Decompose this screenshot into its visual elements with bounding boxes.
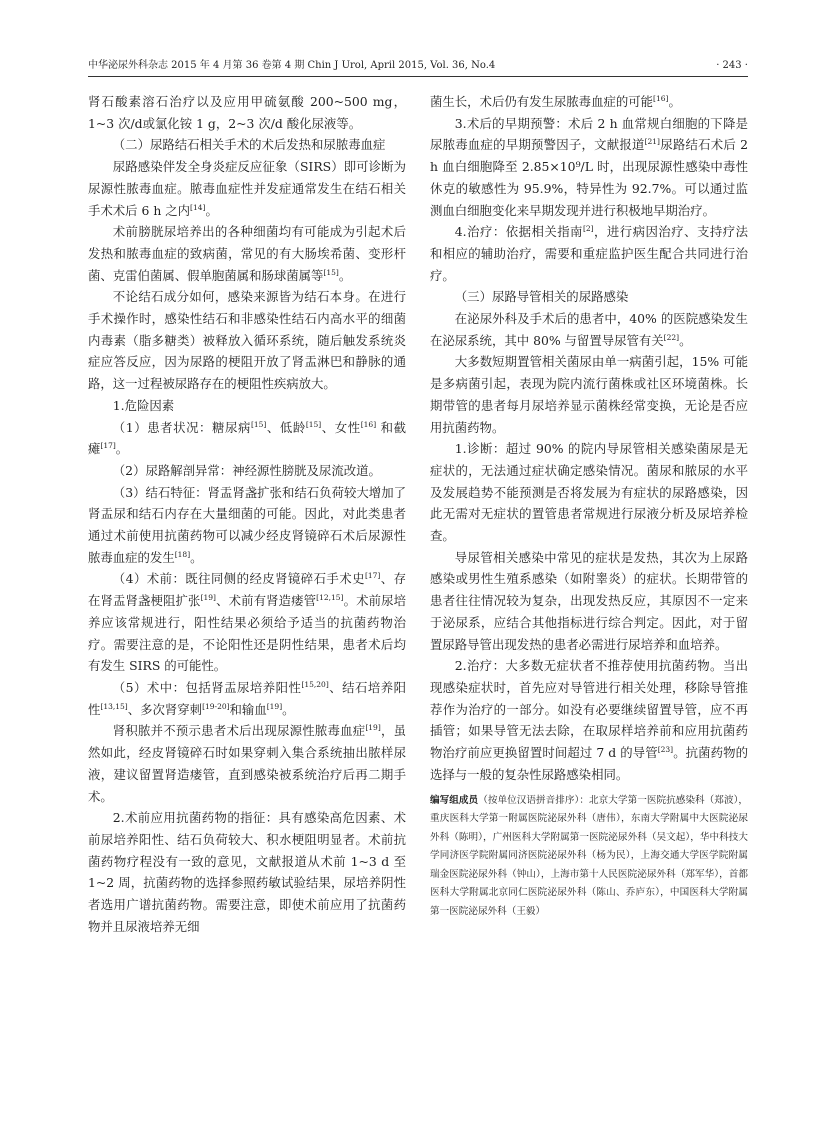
paragraph: 2.术前应用抗菌药物的指征：具有感染高危因素、术前尿培养阳性、结石负荷较大、积水梗阻明显者。术前抗菌药物疗程没有一致的意见，文献报道从术前 1~3 d 至 1~2 周，抗菌药物的选择参照药敏试验结果，尿培养阴性者选用广谱抗菌药物。需要注意，即使术前应用了抗菌药物并且尿液培养无细: [88, 810, 406, 934]
paragraph: 尿路感染伴发全身炎症反应征象（SIRS）即可诊断为尿源性脓毒血症。脓毒血症性并发症通常发生在结石相关手术术后 6 h 之内[14]。: [88, 159, 406, 218]
paragraph: 肾石酸素溶石治疗以及应用甲硫氨酸 200~500 mg，1~3 次/d或氯化铵 1 g，2~3 次/d 酸化尿液等。: [88, 94, 406, 131]
citation: [17]: [100, 441, 116, 451]
paragraph: 4.治疗：依据相关指南[2]，进行病因治疗、支持疗法和相应的辅助治疗，需要和重症监护医生配合共同进行治疗。: [430, 224, 748, 283]
paragraph: （2）尿路解剖异常：神经源性膀胱及尿流改道。: [112, 462, 381, 478]
citation: [15,20]: [301, 679, 329, 689]
citation: [15]: [250, 419, 267, 429]
running-header: [88, 57, 748, 75]
paragraph: 不论结石成分如何，感染来源皆为结石本身。在进行手术操作时，感染性结石和非感染性结石内高水平的细菌内毒素（脂多糖类）被释放入循环系统，随后触发系统炎症应答反应，因为尿路的梗阻开放了肾盂淋巴和静脉的通路，这一过程被尿路存在的梗阻性疾病放大。: [88, 289, 406, 392]
citation: [15]: [305, 419, 322, 429]
subsection-heading: 1.危险因素: [112, 397, 175, 413]
left-column: [88, 91, 406, 1101]
citation: [17]: [364, 571, 381, 581]
paragraph: 导尿管相关感染中常见的症状是发热，其次为上尿路感染或男性生殖系感染（如附睾炎）的症状。长期带管的患者往往情况较为复杂，出现发热反应，其原因不一定来于泌尿系，应结合其他指标进行综合判定。因此，对于留置尿路导管出现发热的患者必需进行尿培养和血培养。: [430, 549, 748, 652]
citation: [15]: [323, 267, 339, 277]
paragraph: （3）结石特征：肾盂肾盏扩张和结石负荷较大增加了肾盂尿和结石内存在大量细菌的可能。因此，对此类患者通过术前使用抗菌药物可以减少经皮肾镜碎石术后尿源性脓毒血症的发生[18]。: [88, 484, 406, 565]
citation: [19-20]: [202, 701, 230, 711]
section-heading: （三）尿路导管相关的尿路感染: [454, 289, 629, 305]
citation: [22]: [663, 332, 680, 342]
header-rule: [88, 76, 748, 77]
paragraph: 2.治疗：大多数无症状者不推荐使用抗菌药物。当出现感染症状时，首先应对导管进行相关处理，移除导管推荐作为治疗的一部分。如没有必要继续留置导管，应不再插管；如果导管无法去除，在取尿样培养前和应用抗菌药物治疗前应更换留置时间超过 7 d 的导管[23]。抗菌药物的选择与一般的复杂性尿路感染相同。: [430, 658, 748, 782]
paragraph: 3.术后的早期预警：术后 2 h 血常规白细胞的下降是尿脓毒血症的早期预警因子，文献报道[21]尿路结石术后 2 h 血白细胞降至 2.85×10⁹/L 时，出现尿源性感染中毒性休克的敏感性为 95.9%，特异性为 92.7%。可以通过监测血白细胞变化来早期发现并进行积极地早期治疗。: [430, 115, 748, 218]
paragraph: 术前膀胱尿培养出的各种细菌均有可能成为引起术后发热和脓毒血症的致病菌，常见的有大肠埃希菌、变形杆菌、克雷伯菌属、假单胞菌属和肠球菌属等[15]。: [88, 224, 406, 283]
paragraph: 菌生长，术后仍有发生尿脓毒血症的可能[16]。: [430, 93, 681, 109]
paragraph: 肾积脓并不预示患者术后出现尿源性脓毒血症[19]，虽然如此，经皮肾镜碎石时如果穿刺入集合系统抽出脓样尿液，建议留置肾造瘘管，直到感染被系统治疗后再二期手术。: [88, 723, 406, 804]
citation: [18]: [174, 549, 191, 559]
journal-citation: 中华泌尿外科杂志 2015 年 4 月第 36 卷第 4 期 Chin J Urol, April 2015, Vol. 36, No.4: [88, 60, 496, 71]
citation: [12,15]: [316, 593, 344, 603]
editor-names: 北京大学第一医院抗感染科（郑波），重庆医科大学第一附属医院泌尿外科（唐伟），东南大学附属中大医院泌尿外科（陈明），广州医科大学附属第一医院泌尿外科（吴文起），华中科技大学同济医学院附属同济医院泌尿外科（杨为民），上海交通大学医学院附属瑞金医院泌尿外科（钟山），上海市第十人民医院泌尿外科（郑军华），首都医科大学附属北京同仁医院泌尿外科（陈山、乔庐东），中国医科大学附属第一医院泌尿外科（王毅）: [430, 794, 748, 917]
citation: [19]: [200, 593, 216, 603]
page-number: · 243 ·: [716, 60, 748, 71]
paragraph: （4）术前：既往同侧的经皮肾镜碎石手术史[17]、存在肾盂肾盏梗阻扩张[19]、术前有肾造瘘管[12,15]。术前尿培养应该常规进行，阳性结果必须给予适当的抗菌药物治疗。需要注意的是，不论阳性还是阴性结果，患者术后均有发生 SIRS 的可能性。: [88, 571, 406, 674]
right-column: [430, 91, 748, 1101]
citation: [23]: [657, 744, 674, 754]
citation: [21]: [644, 137, 660, 147]
paragraph: （5）术中：包括肾盂尿培养阳性[15,20]、结石培养阳性[13,15]、多次肾穿刺[19-20]和输血[19]。: [88, 679, 406, 717]
citation: [13,15]: [100, 701, 128, 711]
citation: [19]: [266, 701, 283, 711]
paragraph: 在泌尿外科及手术后的患者中，40% 的医院感染发生在泌尿系统，其中 80% 与留置导尿管有关[22]。: [430, 311, 748, 348]
section-heading: （二）尿路结石相关手术的术后发热和尿脓毒血症: [112, 137, 386, 153]
paragraph: （1）患者状况：糖尿病[15]、低龄[15]、女性[16] 和截瘫[17]。: [88, 419, 406, 457]
citation: [16]: [653, 93, 669, 103]
editor-list: [430, 792, 748, 922]
editor-label: 编写组成员: [430, 794, 479, 806]
citation: [2]: [582, 224, 594, 234]
paragraph: 大多数短期置管相关菌尿由单一病菌引起，15% 可能是多病菌引起，表现为院内流行菌株或社区环境菌株。长期带管的患者每月尿培养显示菌株经常变换，无论是否应用抗菌药物。: [430, 354, 748, 435]
citation: [16]: [360, 419, 377, 429]
paragraph: 1.诊断：超过 90% 的院内导尿管相关感染菌尿是无症状的，无法通过症状确定感染情况。菌尿和脓尿的水平及发展趋势不能预测是否将发展为有症状的尿路感染，因此无需对无症状的置管患者常规进行尿液分析及尿培养检查。: [430, 441, 748, 544]
editor-note: （按单位汉语拼音排序）：: [478, 794, 590, 806]
citation: [19]: [365, 723, 381, 733]
citation: [14]: [190, 202, 206, 212]
